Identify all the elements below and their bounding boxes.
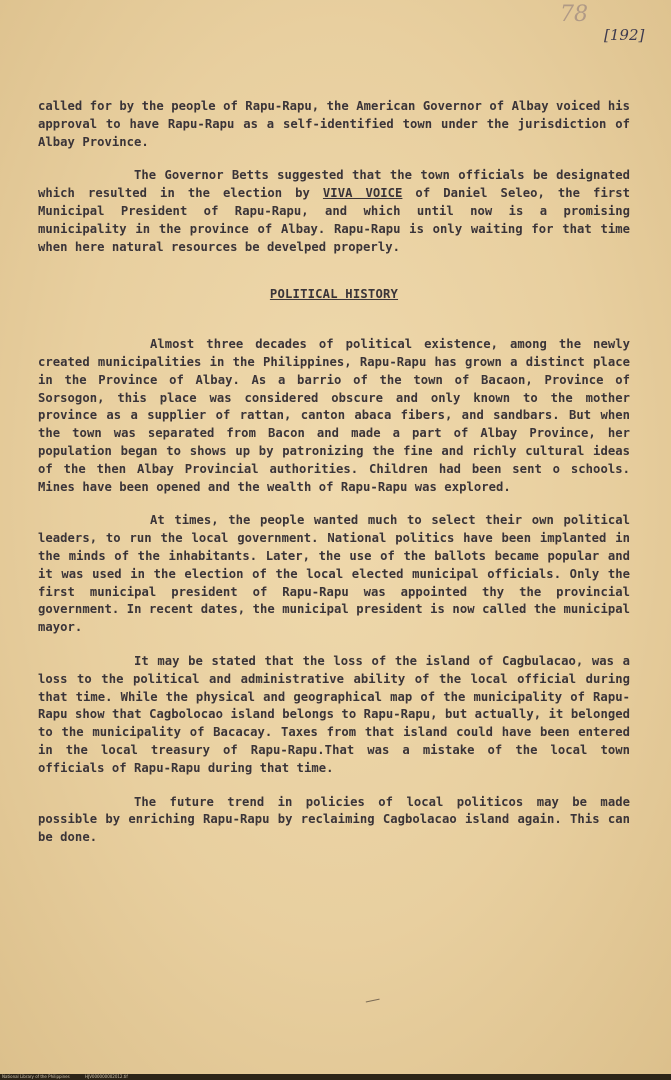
intro-line: town under the jurisdiction of Albay Province. — [38, 116, 630, 149]
pen-mark — [366, 999, 381, 1006]
footer-file: HJV000000002012.tif — [85, 1074, 128, 1079]
intro-line: called for by the people of Rapu-Rapu, the American Governor of — [38, 99, 505, 113]
paragraph-text: of Daniel Seleo, the first Municipal President of Rapu-Rapu, and which until now is a promising municipality in the province of Albay. Rapu-Rapu is only waiting for that time when here natural resources be develped properly. — [38, 186, 630, 254]
footer-source: National Library of the Philippines — [2, 1074, 70, 1079]
handwritten-page-number: 78 — [560, 2, 588, 27]
document-body — [38, 98, 630, 847]
paragraph-future: The future trend in policies of local politicos may be made possible by enriching Rapu-Rapu by reclaiming Cagbolacao island again. This can be done. — [38, 794, 630, 845]
intro-line: Albay voiced his approval to have Rapu-Rapu as a self-identified — [38, 99, 630, 131]
section-heading: POLITICAL HISTORY — [269, 287, 399, 302]
paragraph-island: It may be stated that the loss of the island of Cagbulacao, was a loss to the political and administrative ability of the local official during that time. While the physical and geographical map of the municipality of Rapu-Rapu show that Cagbolocao island belongs to Rapu-Rapu, but actually, it belonged to the municipality of Bacacay. Taxes from that island could have been entered in the local treasury of Rapu-Rapu.That was a mistake of the local town officials of Rapu-Rapu during that time. — [38, 653, 630, 775]
viva-voice-text: VIVA VOICE — [322, 186, 403, 201]
paragraph-governor — [38, 167, 630, 256]
scan-footer — [0, 1074, 671, 1080]
paragraph-text: The Governor Betts suggested that the town officials be designated which resulted in the election by — [38, 168, 630, 201]
paragraph-political-existence: Almost three decades of political existence, among the newly created municipalities in the Philippines, Rapu-Rapu has grown a distinct place in the Province of Albay. As a barrio of the town of Bacaon, Province of Sorsogon, this place was considered obscure and only known to the mother province as a supplier of rattan, canton abaca fibers, and sandbars. But when the town was separated from Bacon and made a part of Albay Province, her population began to shows up by patronizing the fine and richly cultural ideas of the then Albay Provincial authorities. Children had been sent o schools. Mines have been opened and the wealth of Rapu-Rapu was explored. — [38, 337, 630, 494]
intro-paragraph — [38, 98, 630, 151]
paragraph-leaders: At times, the people wanted much to select their own political leaders, to run the local government. National politics have been implanted in the minds of the inhabitants. Later, the use of the ballots became popular and it was used in the election of the local elected municipal officials. Only the first municipal president of Rapu-Rapu was appointed thy the provincial government. In recent dates, the municipal president is now called the municipal mayor. — [38, 513, 630, 635]
handwritten-bracket-number: [192] — [604, 26, 645, 44]
